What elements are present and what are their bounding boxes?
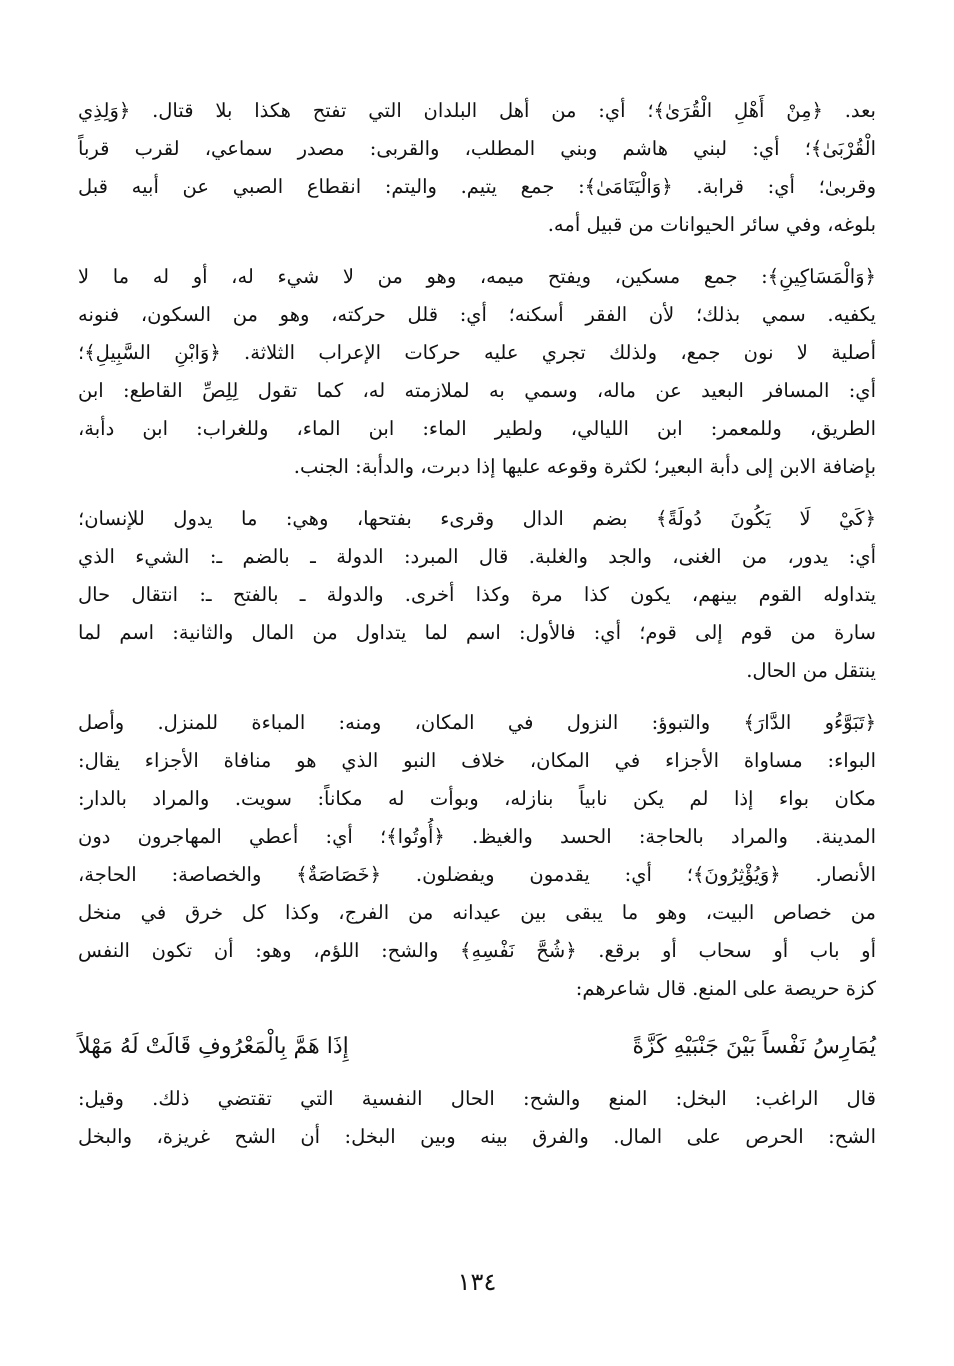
- page-body: [78, 92, 876, 1170]
- text-line: بلوغه، وفي سائر الحيوانات من قبيل أمه.: [547, 213, 876, 236]
- text-line: الشح: الحرص على المال. والفرق بينه وبين البخل: أن الشح غريزة، والبخل: [78, 1125, 876, 1148]
- text-line: الْقُرْبَىٰ﴾؛ أي: لبني هاشم وبني المطلب، والقربى: مصدر سماعي، لقرب قرباً: [78, 137, 876, 160]
- paragraph-5: [78, 1080, 876, 1156]
- text-line: ينتقل من الحال.: [746, 659, 876, 682]
- text-line: سارة من قوم إلى قوم؛ أي: فالأول: اسم لما يتداول من المال والثانية: اسم لما: [78, 621, 876, 644]
- text-line: ﴿وَالْمَسَاكِينِ﴾: جمع مسكين، ويفتح ميمه، وهو من لا شيء له، أو له ما لا: [78, 265, 876, 288]
- text-line: من خصاص البيت، وهو ما يبقى بين عيدانه من الفرج، وكذا كل خرق في منخل: [78, 901, 876, 924]
- text-line: البواء: مساواة الأجزاء في المكان، خلاف النبو الذي هو منافاة الأجزاء يقال:: [78, 749, 876, 772]
- text-line: الطريق، وللمعمر: ابن الليالي، ولطير الماء: ابن الماء، وللغراب: ابن دأبة،: [78, 417, 876, 440]
- text-line: أو باب أو سحاب أو برقع. ﴿شُحَّ نَفْسِهِ﴾ والشح: اللؤم، وهو: أن تكون النفس: [78, 939, 876, 962]
- text-line: يتداوله القوم بينهم، يكون كذا مرة وكذا أخرى. والدولة ـ بالفتح ـ: انتقال حال: [78, 583, 876, 606]
- text-line: ﴿كَيْ لَا يَكُونَ دُولَةً﴾ بضم الدال وقرىء بفتحها، وهي: ما يدول للإنسان؛: [78, 507, 876, 530]
- text-line: أصلية لا نون جمع، ولذلك تجري عليه حركات الإعراب الثلاثة. ﴿وَابْنِ السَّبِيلِ﴾؛: [78, 341, 876, 364]
- text-line: أي: المسافر البعيد عن ماله، وسمي به لملازمته له، كما تقول لِلِصِّ القاطع: ابن: [78, 379, 876, 402]
- paragraph-2: [78, 258, 876, 486]
- text-line: بإضافة الابن إلى دأبة البعير؛ لكثرة وقوعه عليها إذا دبرت، والدأبة: الجنب.: [293, 455, 876, 478]
- text-line: يكفيه. سمي بذلك؛ لأن الفقر أسكنه؛ أي: قلل حركته، وهو من السكون، فنونه: [78, 303, 876, 326]
- text-line: المدينة. والمراد بالحاجة: الحسد والغيظ. ﴿أُوتُوا﴾؛ أي: أعطي المهاجرون دون: [78, 825, 876, 848]
- page-number: ١٣٤: [457, 1268, 497, 1296]
- paragraph-4: [78, 704, 876, 1008]
- text-line: كزة حريصة على المنع. قال شاعرهم:: [575, 977, 876, 1000]
- paragraph-3: [78, 500, 876, 690]
- text-line: وقربىٰ؛ أي: قرابة. ﴿وَالْيَتَامَىٰ﴾: جمع يتيم. واليتم: انقطاع الصبي عن أبيه قبل: [78, 175, 876, 198]
- text-line: الأنصار. ﴿وَيُؤْثِرُونَ﴾؛ أي: يقدمون ويفضلون. ﴿خَصَاصَةٌ﴾ والخصاصة: الحاجة،: [78, 863, 876, 886]
- text-line: بعد. ﴿مِنْ أَهْلِ الْقُرَىٰ﴾؛ أي: من أهل البلدان التي تفتح هكذا بلا قتال. ﴿وَلِذِي: [78, 99, 876, 122]
- text-line: مكان بواء إذا لم يكن نابياً بنازله، وبوأت له مكاناً: سويت. والمراد بالدار:: [78, 787, 876, 810]
- text-line: أي: يدور، من الغنى، والجد والغلبة. قال المبرد: الدولة ـ بالضم ـ: الشيء الذي: [78, 545, 876, 568]
- text-line: قال الراغب: البخل: المنع والشح: الحال النفسية التي تقتضي ذلك. وقيل:: [78, 1087, 876, 1110]
- paragraph-1: [78, 92, 876, 244]
- poetry-verse: [78, 1022, 876, 1072]
- verse-first-hemistich: يُمَارِسُ نَفْساً بَيْنَ جَنْبَيْهِ كَزَّةً: [632, 1034, 876, 1059]
- verse-second-hemistich: إِذَا هَمَّ بِالْمَعْرُوفِ قَالَتْ لَهُ مَهْلاً: [78, 1034, 349, 1059]
- text-line: ﴿تَبَوَّءُو الدَّارَ﴾ والتبوؤ: النزول في المكان، ومنه: المباءة للمنزل. وأصل: [78, 711, 876, 734]
